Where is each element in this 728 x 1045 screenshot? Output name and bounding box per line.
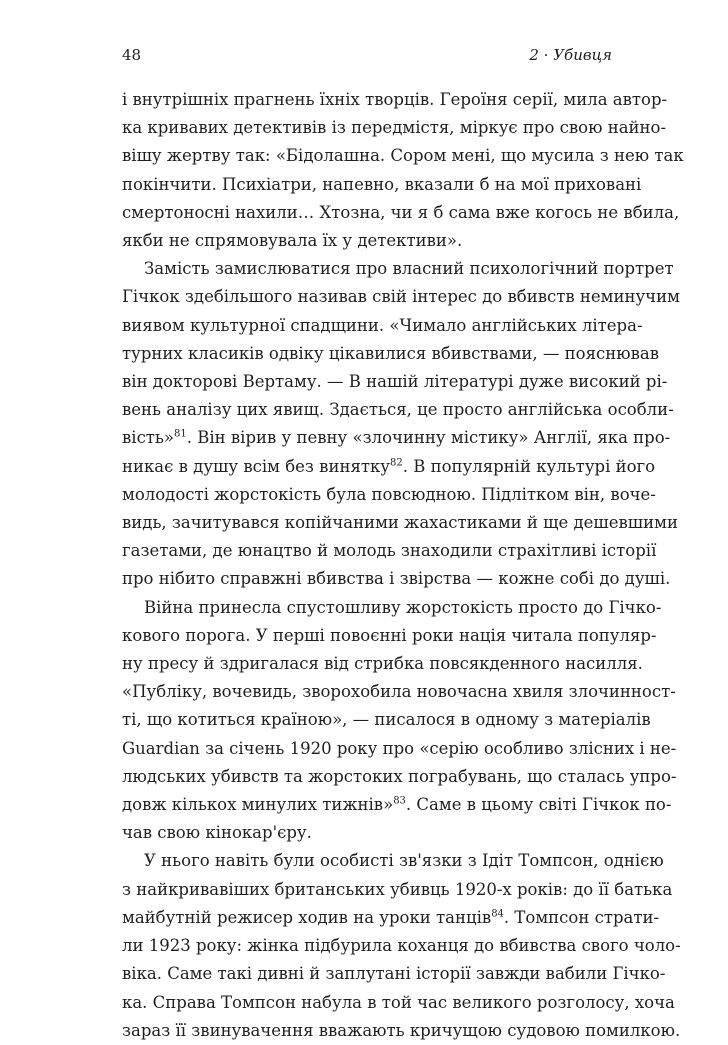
text-line: кового порога. У перші повоєнні роки нація читала популяр- xyxy=(122,625,657,645)
footnote-marker: 81 xyxy=(174,428,187,440)
text-line: вість»$^{81}$. Він вірив у певну «злочинну містику» Англії, яка про- xyxy=(122,428,671,448)
text-line: зараз її звинувачення вважають кричущою судовою помилкою. xyxy=(122,1020,681,1040)
text-line: покінчити. Психіатри, напевно, вказали б на мої приховані xyxy=(122,174,642,194)
text-line xyxy=(122,791,672,819)
text-line: виявом культурної спадщини. «Чимало англійських літера- xyxy=(122,315,643,335)
text-fragment: . В популярній культурі його xyxy=(402,456,656,476)
text-line: з найкривавіших британських убивць 1920-х років: до її батька xyxy=(122,879,673,899)
text-line: газетами, де юнацтво й молодь знаходили страхітливі історії xyxy=(122,541,657,561)
text-fragment: . Саме в цьому світі Гічкок по- xyxy=(405,795,672,815)
paragraph xyxy=(122,86,684,255)
text-line: турних класиків одвіку цікавилися вбивствами, — пояснював xyxy=(122,343,659,363)
text-fragment: никає в душу всім без винятку xyxy=(122,456,390,476)
text-line: Замість замислюватися про власний психологічний портрет xyxy=(144,259,674,279)
text-fragment: вість» xyxy=(122,428,175,448)
text-line xyxy=(122,453,656,481)
page-body xyxy=(122,86,684,1045)
text-line: видь, зачитувався копійчаними жахастиками й ще дешевшими xyxy=(122,513,678,533)
paragraph xyxy=(122,847,681,1044)
text-line: смертоносні нахили… Хтозна, чи я б сама вже когось не вбила, xyxy=(122,202,680,222)
text-fragment: Він вірив у певну «злочинну містику» Англії, яка про- xyxy=(197,428,671,448)
text-line xyxy=(122,904,660,932)
text-line: віка. Саме такі дивні й заплутані історії завжди вабили Гічко- xyxy=(122,964,666,984)
text-line: ну пресу й здригалася від стрибка повсякденного насилля. xyxy=(122,654,643,674)
text-line: вішу жертву так: «Бідолашна. Сором мені, що мусила з нею так xyxy=(122,146,684,166)
text-line: про нібито справжні вбивства і звірства — кожне собі до душі. xyxy=(122,569,671,589)
footnote-marker: 82 xyxy=(390,457,403,469)
text-line: чав свою кінокар'єру. xyxy=(122,823,312,843)
text-line: ті, що котиться країною», — писалося в одному з матеріалів xyxy=(122,710,651,730)
text-fragment: довж кількох минулих тижнів» xyxy=(122,795,394,815)
text-fragment: майбутній режисер ходив на уроки танців xyxy=(122,907,492,927)
text-line: ка кривавих детективів із передмістя, міркує про свою найно- xyxy=(122,118,667,138)
text-line: якби не спрямовувала їх у детективи». xyxy=(122,231,463,251)
text-line: Guardian за січень 1920 року про «серію особливо злісних і не- xyxy=(122,738,677,758)
text-line: і внутрішніх прагнень їхніх творців. Героїня серії, мила автор- xyxy=(122,90,668,109)
chapter-title: 2 · Убивця xyxy=(529,46,612,64)
paragraph xyxy=(122,594,677,848)
text-line: «Публіку, вочевидь, зворохобила новочасна хвиля злочинност- xyxy=(122,682,676,702)
text-line: він докторові Вертаму. — В нашій літературі дуже високий рі- xyxy=(122,372,668,392)
footnote-marker: 84 xyxy=(491,908,504,920)
text-line: Гічкок здебільшого називав свій інтерес до вбивств неминучим xyxy=(122,287,680,307)
footnote-marker: 83 xyxy=(393,795,406,807)
text-line: молодості жорстокість була повсюдною. Підлітком він, воче- xyxy=(122,484,656,504)
paragraph xyxy=(122,255,680,593)
text-fragment: . Томпсон страти- xyxy=(503,907,660,927)
text-line: ка. Справа Томпсон набула в той час великого розголосу, хоча xyxy=(122,992,675,1012)
text-line: ли 1923 року: жінка підбурила коханця до вбивства свого чоло- xyxy=(122,936,681,956)
running-header xyxy=(122,42,612,68)
text-line: вень аналізу цих явищ. Здається, це просто англійська особли- xyxy=(122,400,674,420)
text-line: людських убивств та жорстоких пограбувань, що сталась упро- xyxy=(122,766,677,786)
text-line: У нього навіть були особисті зв'язки з Ідіт Томпсон, однією xyxy=(144,851,664,871)
page-number: 48 xyxy=(122,46,142,64)
text-line: Війна принесла спустошливу жорстокість просто до Гічко- xyxy=(144,597,662,617)
